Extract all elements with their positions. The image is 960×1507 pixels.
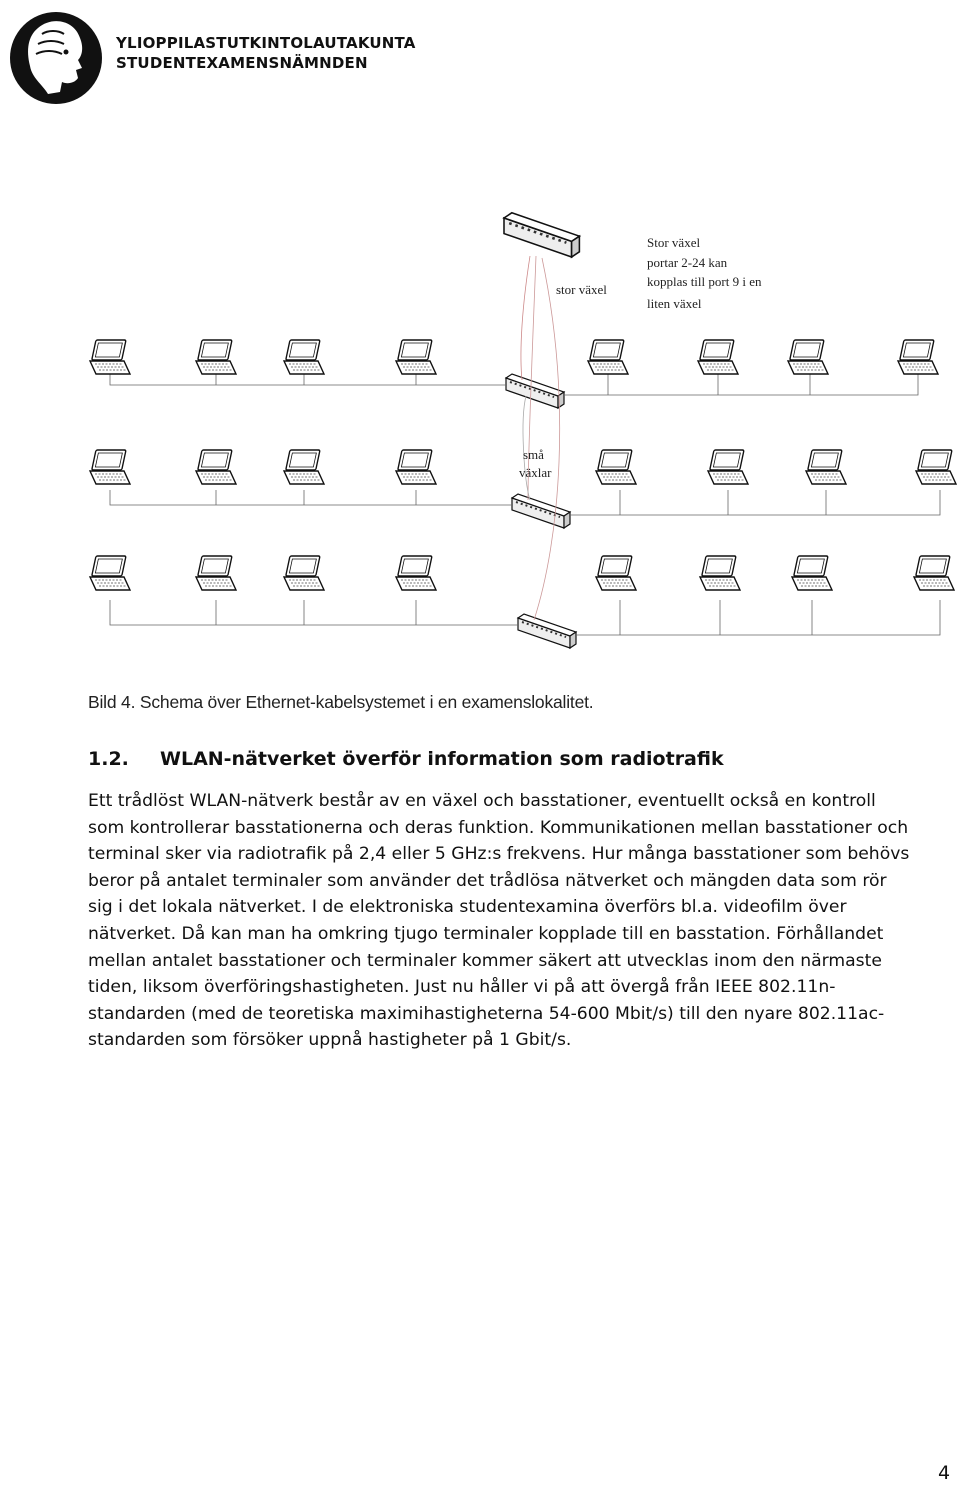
- laptop-icon: [196, 450, 236, 484]
- small-network-switch-icon: [512, 494, 570, 528]
- laptop-icon: [788, 340, 828, 374]
- laptop-icon: [396, 450, 436, 484]
- uplink-cable: [521, 256, 530, 380]
- section-number: 1.2.: [88, 748, 129, 770]
- laptop-icon: [90, 556, 130, 590]
- laptop-icon: [898, 340, 938, 374]
- section-title: WLAN-nätverket överför information som radiotrafik: [160, 748, 724, 770]
- uplink-cable: [528, 256, 536, 500]
- laptop-icon: [700, 556, 740, 590]
- body-line: standarden som försöker uppnå hastigheter på 1 Gbit/s.: [88, 1030, 572, 1051]
- laptop-icon: [596, 556, 636, 590]
- body-line: beror på antalet terminaler som använder det trådlösa nätverket och mängden data som rör: [88, 870, 887, 891]
- laptop-icon: [792, 556, 832, 590]
- laptop-icon: [698, 340, 738, 374]
- laptop-icon: [596, 450, 636, 484]
- profile-head-logo-icon: [8, 8, 104, 108]
- laptop-icon: [284, 340, 324, 374]
- laptop-icon: [396, 340, 436, 374]
- body-line: sig i det lokala nätverket. I de elektroniska studentexamina överförs bl.a. videofilm över: [88, 897, 847, 918]
- body-paragraph: [88, 788, 958, 1054]
- body-line: som kontrollerar basstationerna och deras funktion. Kommunikationen mellan basstationer och: [88, 817, 909, 838]
- laptop-icon: [806, 450, 846, 484]
- laptop-icon: [90, 340, 130, 374]
- laptop-icon: [396, 556, 436, 590]
- body-line: mellan antalet basstationer och terminaler kommer säkert att utvecklas inom den närmaste: [88, 950, 882, 971]
- laptop-icon: [196, 556, 236, 590]
- small-network-switch-icon: [506, 374, 564, 408]
- laptop-icon: [90, 450, 130, 484]
- organization-name-line1: YLIOPPILASTUTKINTOLAUTAKUNTA: [116, 34, 416, 52]
- organization-name-line2: STUDENTEXAMENSNÄMNDEN: [116, 54, 368, 72]
- note-line1: Stor växel: [647, 235, 701, 250]
- laptop-icon: [588, 340, 628, 374]
- body-line: standarden (med de teoretiska maximihastigheterna 54-600 Mbit/s) till den nyare 802.11ac-: [88, 1003, 885, 1024]
- body-line: terminal sker via radiotrafik på 2,4 eller 5 GHz:s frekvens. Hur många basstationer som behövs: [88, 844, 910, 865]
- big-switch-label: stor växel: [556, 282, 607, 297]
- organization-name: [116, 33, 416, 73]
- page-number: 4: [938, 1462, 951, 1484]
- laptop-icon: [284, 450, 324, 484]
- laptop-icon: [916, 450, 956, 484]
- section-heading: [88, 748, 724, 770]
- small-switches-label-line1: små: [523, 447, 544, 462]
- ethernet-cabling-diagram: [0, 200, 960, 660]
- laptop-icon: [914, 556, 954, 590]
- laptop-icon: [284, 556, 324, 590]
- small-network-switch-icon: [518, 614, 576, 648]
- big-network-switch-icon: [504, 213, 579, 257]
- note-line4: liten växel: [647, 296, 702, 311]
- body-line: tiden, liksom överföringshastigheten. Just nu håller vi på att övergå från IEEE 802.11n-: [88, 977, 836, 998]
- figure-caption: Bild 4. Schema över Ethernet-kabelsystemet i en examenslokalitet.: [88, 692, 594, 712]
- laptop-icon: [708, 450, 748, 484]
- laptop-icon: [196, 340, 236, 374]
- body-line: nätverket. Då kan man ha omkring tjugo terminaler kopplade till en basstation. Förhållandet: [88, 923, 884, 944]
- note-line3: kopplas till port 9 i en: [647, 274, 762, 289]
- body-line: Ett trådlöst WLAN-nätverk består av en växel och basstationer, eventuellt också en kontroll: [88, 791, 876, 811]
- note-line2: portar 2-24 kan: [647, 255, 728, 270]
- small-switches-label-line2: växlar: [519, 465, 552, 480]
- uplink-cable: [534, 258, 560, 620]
